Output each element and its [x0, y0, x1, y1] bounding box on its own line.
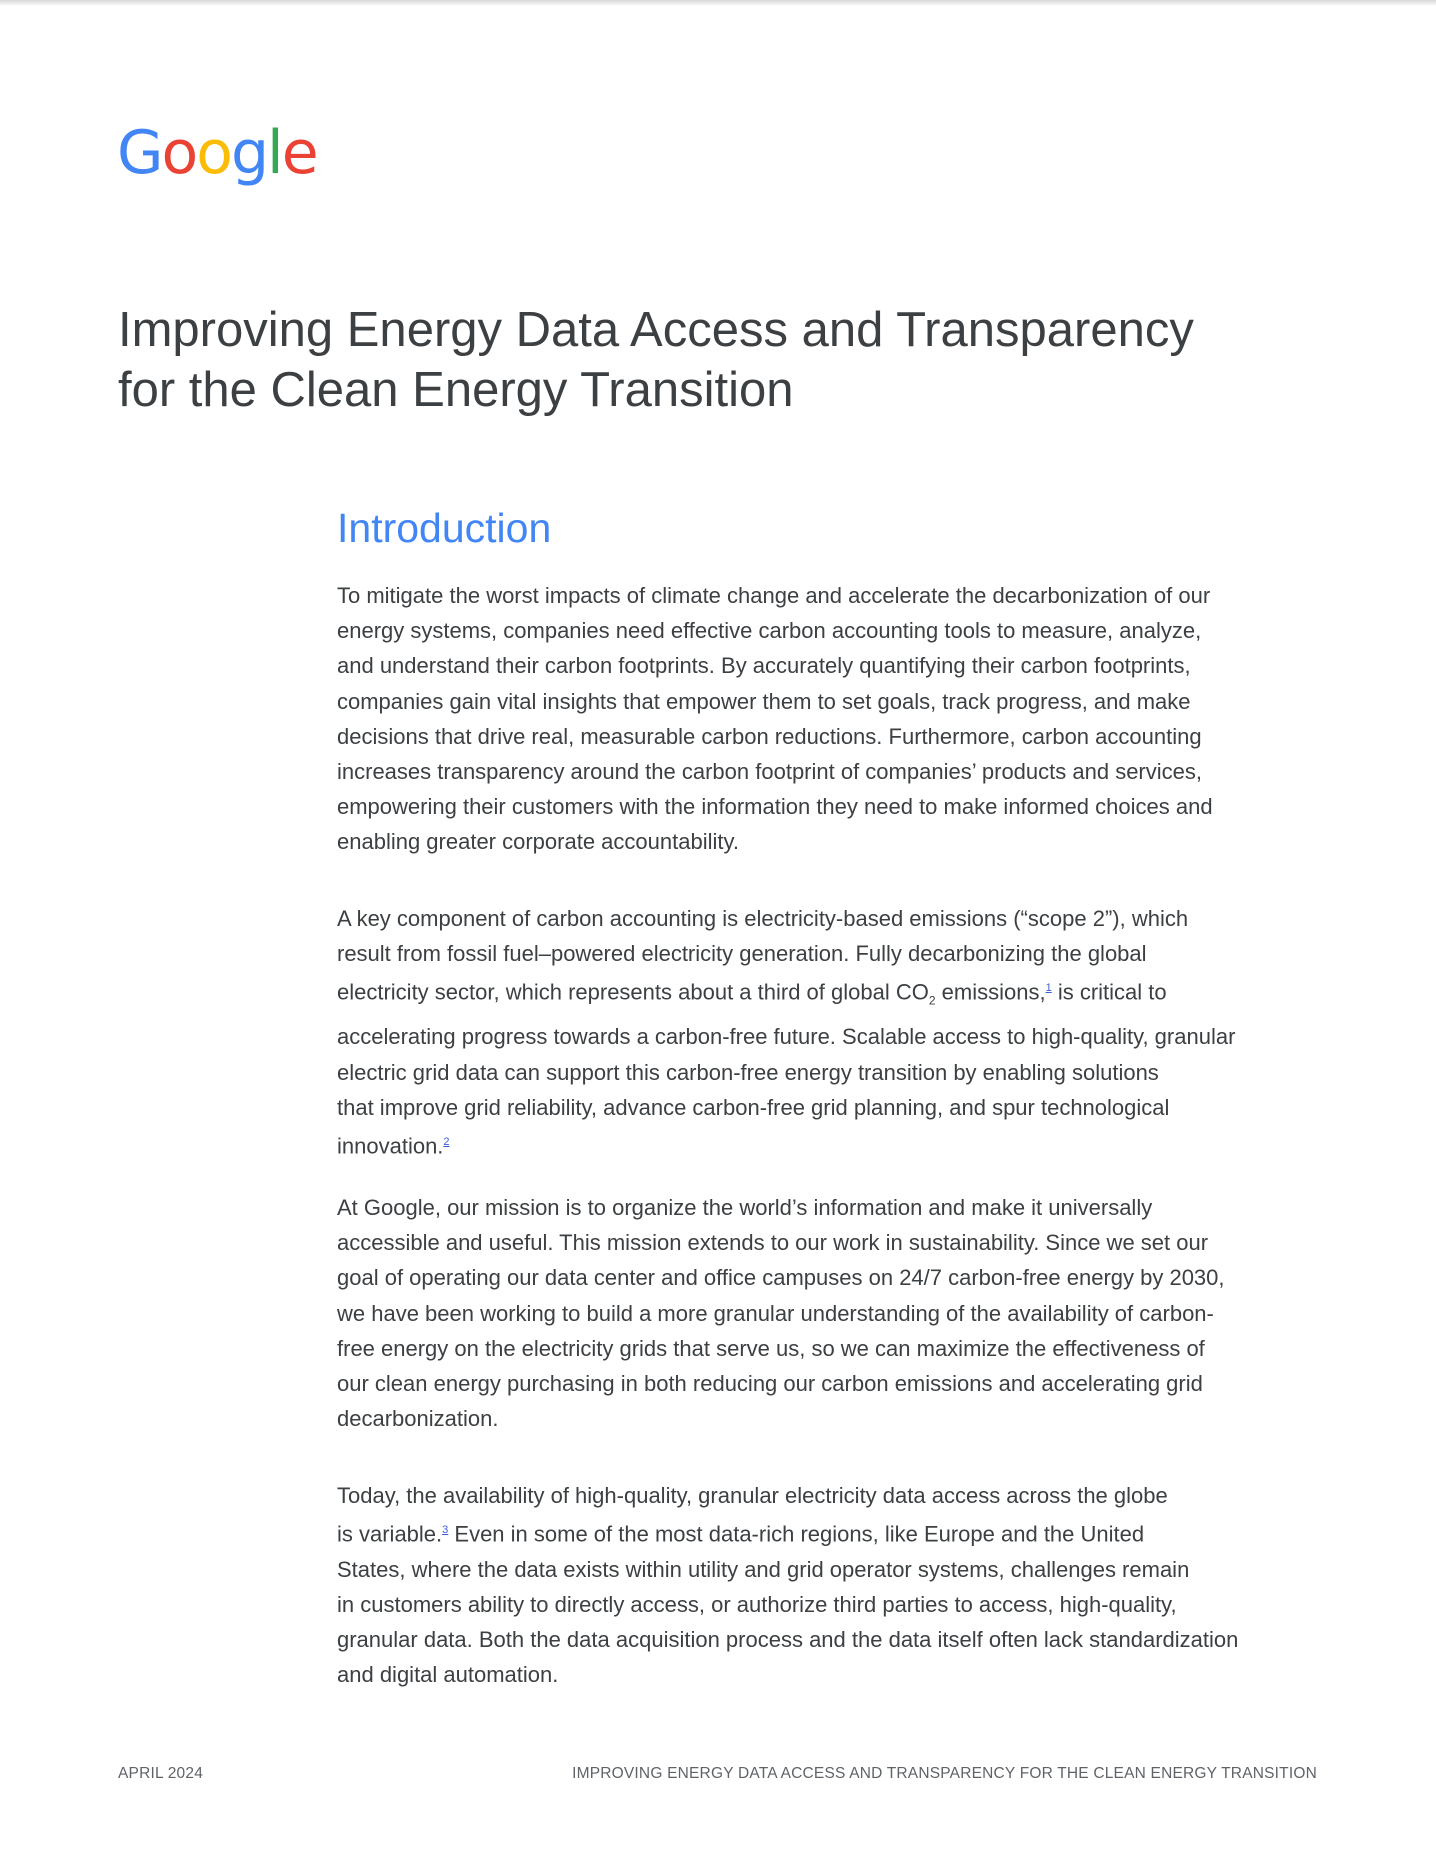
footnote-link-1[interactable]: 1	[1045, 982, 1052, 995]
text: is variable.	[337, 1521, 443, 1547]
text-line	[337, 1513, 1337, 1552]
text: emissions,	[935, 979, 1046, 1005]
text-line	[337, 971, 1337, 1019]
paragraph-2	[337, 901, 1337, 1163]
text-line: companies gain vital insights that empower them to set goals, track progress, and make	[337, 688, 1191, 714]
paragraph-4	[337, 1478, 1337, 1693]
paragraph-3	[337, 1190, 1337, 1436]
text-line: accessible and useful. This mission extends to our work in sustainability. Since we set our	[337, 1230, 1209, 1256]
text-line: decisions that drive real, measurable carbon reductions. Furthermore, carbon accounting	[337, 723, 1202, 749]
text-line: accelerating progress towards a carbon-free future. Scalable access to high-quality, granular	[337, 1024, 1236, 1050]
logo-letter: G	[117, 118, 162, 188]
text: electricity sector, which represents about a third of global CO	[337, 979, 929, 1005]
text-line: our clean energy purchasing in both reducing our carbon emissions and accelerating grid	[337, 1371, 1203, 1397]
footer-running-title: IMPROVING ENERGY DATA ACCESS AND TRANSPARENCY FOR THE CLEAN ENERGY TRANSITION	[572, 1765, 1317, 1782]
text-line: electric grid data can support this carbon-free energy transition by enabling solutions	[337, 1059, 1159, 1085]
text-line: we have been working to build a more granular understanding of the availability of carbon-	[337, 1300, 1214, 1326]
logo-letter: l	[267, 118, 282, 188]
google-logo	[117, 118, 317, 188]
text-line: States, where the data exists within utility and grid operator systems, challenges remain	[337, 1556, 1190, 1582]
footnote-link-2[interactable]: 2	[443, 1135, 450, 1148]
text-line: energy systems, companies need effective carbon accounting tools to measure, analyze,	[337, 618, 1202, 644]
logo-letter: g	[230, 118, 268, 188]
text-line	[337, 1125, 1337, 1164]
text-line: enabling greater corporate accountability.	[337, 829, 739, 855]
footer-date: APRIL 2024	[118, 1765, 204, 1782]
logo-letter: o	[161, 118, 197, 188]
paragraph-1	[337, 578, 1337, 860]
text-line: granular data. Both the data acquisition process and the data itself often lack standardization	[337, 1627, 1239, 1653]
text-line: that improve grid reliability, advance carbon-free grid planning, and spur technological	[337, 1094, 1170, 1120]
text: Even in some of the most data-rich regions, like Europe and the United	[448, 1521, 1145, 1547]
text-line: increases transparency around the carbon footprint of companies’ products and services,	[337, 759, 1202, 785]
text: innovation.	[337, 1133, 444, 1159]
text-line: At Google, our mission is to organize the world’s information and make it universally	[337, 1195, 1153, 1220]
document-title	[118, 300, 1194, 420]
subscript: 2	[928, 994, 936, 1009]
text-line: goal of operating our data center and office campuses on 24/7 carbon-free energy by 2030,	[337, 1265, 1225, 1291]
title-line: for the Clean Energy Transition	[118, 363, 794, 417]
text: is critical to	[1051, 979, 1167, 1005]
page-top-shadow	[0, 0, 1436, 6]
text-line: free energy on the electricity grids that serve us, so we can maximize the effectiveness of	[337, 1335, 1205, 1361]
text-line: To mitigate the worst impacts of climate change and accelerate the decarbonization of our	[337, 583, 1211, 608]
text-line: empowering their customers with the information they need to make informed choices and	[337, 794, 1213, 820]
text-line: A key component of carbon accounting is electricity-based emissions (“scope 2”), which	[337, 906, 1189, 931]
text-line: in customers ability to directly access, or authorize third parties to access, high-quality,	[337, 1591, 1177, 1617]
logo-letter: e	[281, 118, 317, 188]
title-line: Improving Energy Data Access and Transparency	[118, 303, 1194, 357]
logo-letter: o	[196, 118, 231, 188]
footnote-link-3[interactable]: 3	[442, 1524, 449, 1537]
text-line: decarbonization.	[337, 1406, 499, 1432]
text-line: Today, the availability of high-quality, granular electricity data access across the globe	[337, 1483, 1168, 1508]
text-line: and digital automation.	[337, 1662, 559, 1688]
text-line: result from fossil fuel–powered electricity generation. Fully decarbonizing the global	[337, 941, 1147, 967]
section-heading: Introduction	[337, 505, 552, 551]
text-line: and understand their carbon footprints. By accurately quantifying their carbon footprints,	[337, 653, 1191, 679]
